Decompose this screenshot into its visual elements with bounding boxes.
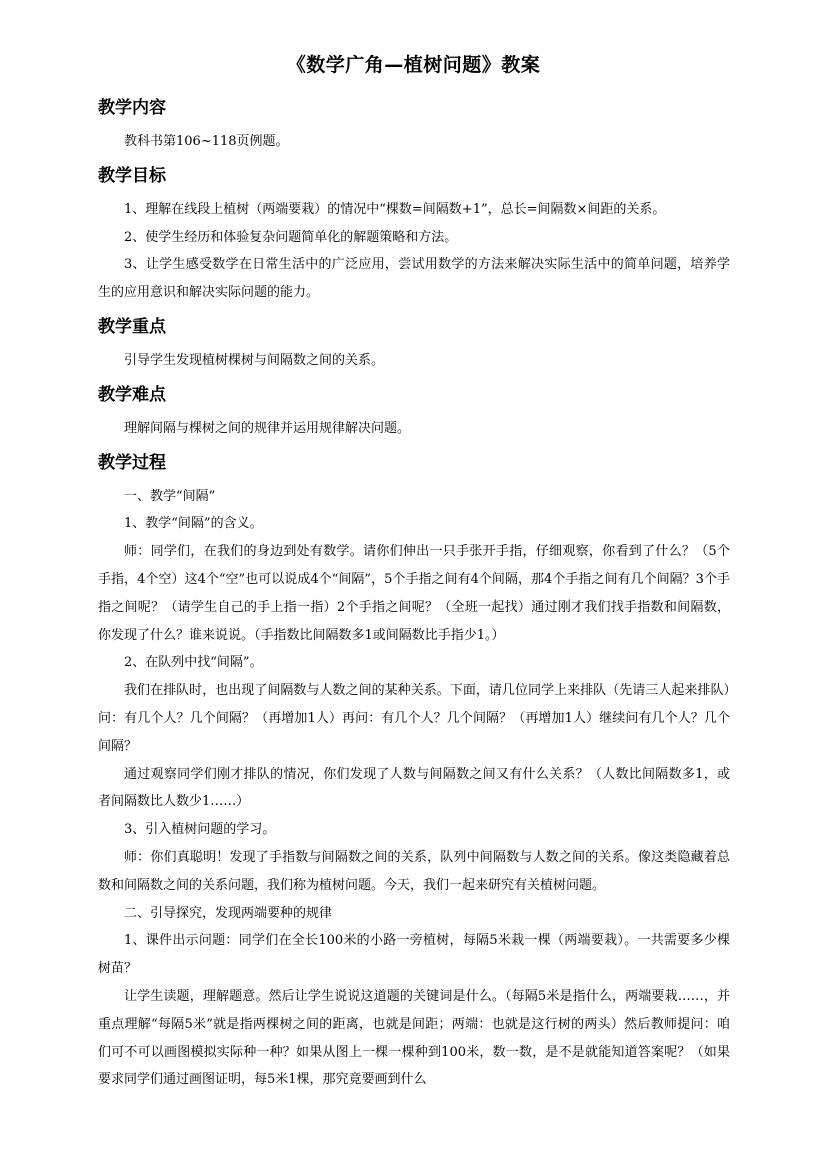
- section-objectives: [98, 162, 730, 307]
- paragraph: 我们在排队时，也出现了间隔数与人数之间的某种关系。下面，请几位同学上来排队（先请三人起来排队）问：有几个人？几个间隔？（再增加1人）再问：有几个人？几个间隔？（再增加1人）继续问有几个人？几个间隔？: [98, 683, 730, 754]
- paragraph: 3、让学生感受数学在日常生活中的广泛应用，尝试用数学的方法来解决实际生活中的简单问题，培养学生的应用意识和解决实际问题的能力。: [98, 257, 730, 301]
- document-title: 《数学广角—植树问题》教案: [286, 54, 541, 76]
- section-content: [98, 94, 730, 156]
- section-process: [98, 449, 730, 1095]
- document-body: [98, 88, 730, 1094]
- paragraph: 1、理解在线段上植树（两端要栽）的情况中“棵数=间隔数+1”，总长=间隔数×间距的关系。: [124, 201, 666, 217]
- paragraph: 3、引入植树问题的学习。: [124, 822, 276, 838]
- paragraph: 让学生读题，理解题意。然后让学生说说这道题的关键词是什么。（每隔5米是指什么，两端要栽……，并重点理解“每隔5米”就是指两棵树之间的距离，也就是间距；两端：也就是这行树的两头）然后教师提问：咱们可不可以画图模拟实际种一种？如果从图上一棵一棵种到100米，数一数，是不是就能知道答案呢？（如果要求同学们通过画图证明，每5米1棵，那究竟要画到什么: [98, 988, 730, 1088]
- section-difficulties: [98, 381, 730, 443]
- section-heading: 教学目标: [98, 165, 166, 186]
- paragraph: 师：同学们，在我们的身边到处有数学。请你们伸出一只手张开手指，仔细观察，你看到了什么？（5个手指，4个空）这4个“空”也可以说成4个“间隔”，5个手指之间有4个间隔，那4个手指之间有几个间隔？3个手指之间呢？（请学生自己的手上指一指）2个手指之间呢？（全班一起找）通过刚才我们找手指数和间隔数，你发现了什么？谁来说说。（手指数比间隔数多1或间隔数比手指少1。）: [98, 544, 730, 643]
- paragraph: 二、引导探究，发现两端要种的规律: [124, 905, 333, 921]
- paragraph: 1、课件出示问题：同学们在全长100米的小路一旁植树，每隔5米栽一棵（两端要栽）。一共需要多少棵树苗？: [98, 933, 730, 977]
- paragraph: 引导学生发现植树棵树与间隔数之间的关系。: [124, 352, 385, 368]
- section-heading: 教学重点: [98, 316, 166, 337]
- paragraph: 一、教学“间隔”: [124, 488, 216, 504]
- paragraph: 教科书第106~118页例题。: [124, 134, 289, 149]
- section-heading: 教学过程: [98, 452, 166, 473]
- paragraph: 通过观察同学们刚才排队的情况，你们发现了人数与间隔数之间又有什么关系？（人数比间隔数多1，或者间隔数比人数少1……）: [98, 766, 730, 810]
- section-key-points: [98, 313, 730, 375]
- section-heading: 教学内容: [98, 98, 166, 118]
- paragraph: 师：你们真聪明！发现了手指数与间隔数之间的关系，队列中间隔数与人数之间的关系。像这类隐藏着总数和间隔数之间的关系问题，我们称为植树问题。今天，我们一起来研究有关植树问题。: [98, 849, 730, 893]
- section-heading: 教学难点: [98, 384, 166, 405]
- paragraph: 理解间隔与棵树之间的规律并运用规律解决问题。: [124, 420, 411, 436]
- paragraph: 2、在队列中找“间隔”。: [124, 655, 263, 671]
- paragraph: 1、教学“间隔”的含义。: [124, 516, 263, 532]
- paragraph: 2、使学生经历和体验复杂问题简单化的解题策略和方法。: [124, 229, 458, 245]
